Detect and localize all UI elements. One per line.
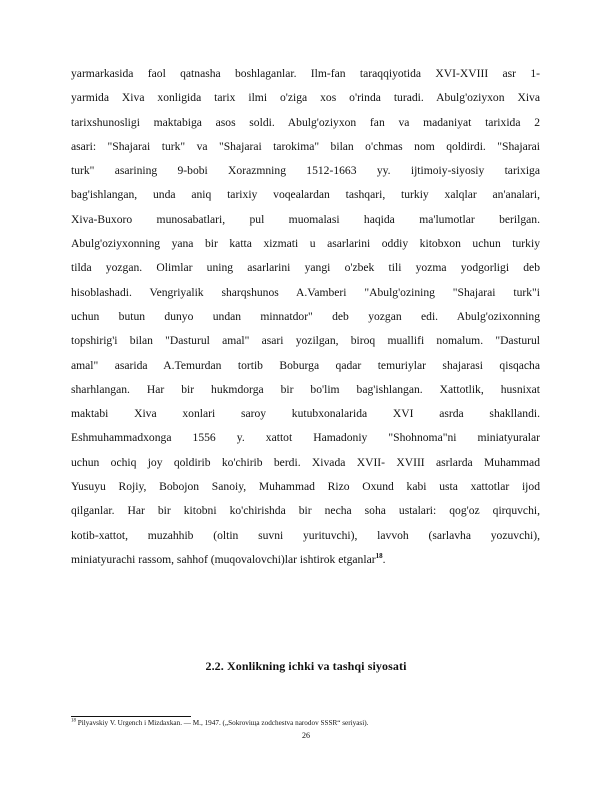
paragraph-end-punctuation: . bbox=[382, 552, 386, 566]
paragraph-line: maktabi Xiva xonlari saroy kutubxonalarida XVI asrda shakllandi. bbox=[71, 407, 540, 421]
paragraph-line: sharhlangan. Har bir hukmdorga bir bo'lim bag'ishlangan. Xattotlik, husnixat bbox=[71, 382, 540, 396]
paragraph-line: tilda yozgan. Olimlar uning asarlarini yangi o'zbek tili yozma yodgorligi deb bbox=[71, 261, 540, 275]
paragraph-line: uchun ochiq joy qoldirib ko'chirib berdi. Xivada XVII- XVIII asrlarda Muhammad bbox=[71, 455, 540, 469]
page-number: 26 bbox=[302, 731, 310, 740]
paragraph-line: topshirig'i bilan "Dasturul amal" asari yozilgan, biroq muallifi nomalum. "Dasturul bbox=[71, 334, 540, 348]
paragraph-line: asari: "Shajarai turk" va "Shajarai tarokima" bilan o'chmas nom qoldirdi. "Shajarai bbox=[71, 139, 540, 153]
paragraph-line: hisoblashadi. Vengriyalik sharqshunos A.Vamberi "Abulg'ozining "Shajarai turk"i bbox=[71, 285, 540, 299]
paragraph-line: turk" asarining 9-bobi Xorazmning 1512-1663 yy. ijtimoiy-siyosiy tarixiga bbox=[71, 164, 540, 178]
paragraph-line: qilganlar. Har bir kitobni ko'chirishda bir necha soha ustalari: qog'oz qirquvchi, bbox=[71, 504, 540, 518]
paragraph-line: yarmarkasida faol qatnasha boshlaganlar. Ilm-fan taraqqiyotida XVI-XVIII asr 1- bbox=[71, 67, 540, 80]
paragraph-line: amal" asarida A.Temurdan tortib Boburga qadar temuriylar shajarasi qisqacha bbox=[71, 358, 540, 372]
footnote bbox=[71, 718, 368, 728]
paragraph-line: uchun butun dunyo undan minnatdor" deb yozgan edi. Abulg'ozixonning bbox=[71, 309, 540, 323]
paragraph-line: Xiva-Buxoro munosabatlari, pul muomalasi haqida ma'lumotlar berilgan. bbox=[71, 212, 540, 226]
paragraph-line: yarmida Xiva xonligida tarix ilmi o'ziga xos o'rinda turadi. Abulg'oziyxon Xiva bbox=[71, 91, 540, 105]
footnote-text: Pilyavskiy V. Urgench i Mizdaxkan. — M., 1947. („Sokroviщa zodchestva narodov SSSR“ seriyasi). bbox=[76, 719, 369, 727]
paragraph-last-line bbox=[71, 548, 540, 572]
footnote-number: 18 bbox=[71, 718, 76, 724]
section-heading: 2.2. Xonlikning ichki va tashqi siyosati bbox=[205, 659, 407, 673]
paragraph-line: Abulg'oziyxonning yana bir katta xizmati u asarlarini oddiy kitobxon uchun turkiy bbox=[71, 237, 540, 251]
paragraph-last-line-text: miniatyurachi rassom, sahhof (muqovalovchi)lar ishtirok etganlar bbox=[71, 552, 376, 566]
footnote-reference[interactable]: 18 bbox=[375, 552, 383, 561]
main-paragraph bbox=[71, 62, 540, 572]
paragraph-line: tarixshunosligi maktabiga asos soldi. Abulg'oziyxon fan va madaniyat tarixida 2 bbox=[71, 115, 540, 129]
paragraph-line: Yusuyu Rojiy, Bobojon Sanoiy, Muhammad Rizo Oxund kabi usta xattotlar ijod bbox=[71, 480, 540, 494]
paragraph-line: Eshmuhammadxonga 1556 y. xattot Hamadoniy "Shohnoma"ni miniatyuralar bbox=[71, 431, 540, 445]
footnote-divider bbox=[71, 716, 191, 717]
paragraph-line: bag'ishlangan, unda aniq tarixiy voqealardan tashqari, turkiy xalqlar an'analari, bbox=[71, 188, 540, 202]
paragraph-line: kotib-xattot, muzahhib (oltin suvni yurituvchi), lavvoh (sarlavha yozuvchi), bbox=[71, 528, 540, 542]
